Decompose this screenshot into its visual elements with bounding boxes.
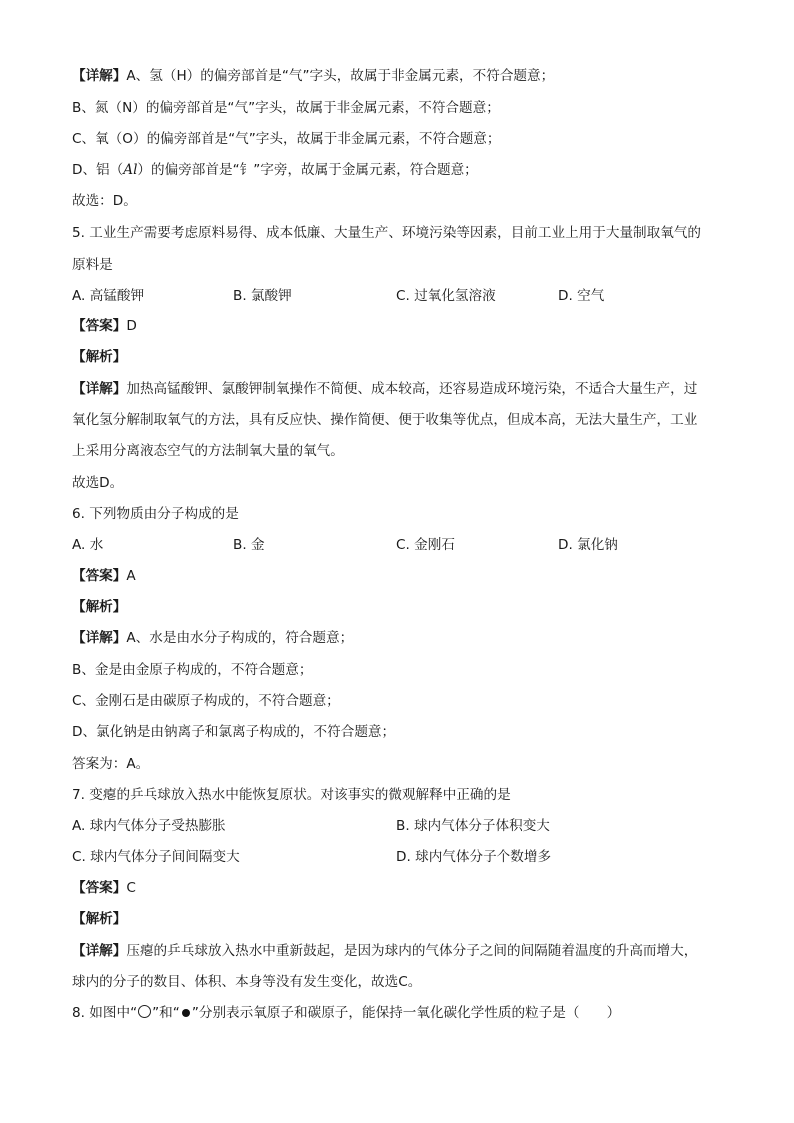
- q8-stem: [72, 1003, 620, 1023]
- q7-detail-line1: [72, 941, 697, 961]
- q5-stem-line1: 5. 工业生产需要考虑原料易得、成本低廉、大量生产、环境污染等因素，目前工业上用于大量制取氧气的: [72, 225, 702, 241]
- q7-option-d: D. 球内气体分子个数增多: [396, 849, 552, 865]
- q6-answer-value: A: [126, 568, 136, 584]
- q5-option-d: D. 空气: [558, 288, 605, 304]
- aluminum-symbol: Al: [123, 162, 138, 178]
- q5-option-a: A. 高锰酸钾: [72, 288, 145, 304]
- q6-detail-line-b: B、金是由金原子构成的，不符合题意；: [72, 662, 313, 678]
- detail-tag: 【详解】: [72, 381, 127, 397]
- q7-detail-line2: 球内的分子的数目、体积、本身等没有发生变化，故选C。: [72, 974, 422, 990]
- q6-detail-line1: [72, 628, 353, 648]
- q7-stem: 7. 变瘪的乒乓球放入热水中能恢复原状。对该事实的微观解释中正确的是: [72, 787, 511, 803]
- q6-option-b: B. 金: [233, 537, 265, 553]
- q5-option-b: B. 氯酸钾: [233, 288, 292, 304]
- carbon-atom-dot-icon: [182, 1009, 190, 1017]
- q8-stem-after: ”分别表示氧原子和碳原子，能保持一氧化碳化学性质的粒子是（ ）: [191, 1005, 621, 1021]
- q6-option-d: D. 氯化钠: [558, 537, 618, 553]
- q6-detail-line-d: D、氯化钠是由钠离子和氯离子构成的，不符合题意；: [72, 724, 396, 740]
- q6-stem: 6. 下列物质由分子构成的是: [72, 506, 239, 522]
- q5-detail-line3: 上采用分离液态空气的方法制氧大量的氧气。: [72, 443, 344, 459]
- q7-analysis-tag: 【解析】: [72, 911, 127, 927]
- q5-detail-line2: 氧化氢分解制取氧气的方法，具有反应快、操作简便、便于收集等优点，但成本高，无法大量生产，工业: [72, 412, 698, 428]
- q5-detail-line1: [72, 379, 697, 399]
- detail-tag: 【详解】: [72, 943, 127, 959]
- oxygen-atom-circle-icon: [138, 1005, 151, 1018]
- q5-choice: 故选D。: [72, 475, 124, 491]
- q5-analysis-tag: 【解析】: [72, 349, 127, 365]
- q7-option-c: C. 球内气体分子间间隔变大: [72, 849, 240, 865]
- q4-choice: 故选：D。: [72, 193, 137, 209]
- q6-answer: [72, 566, 136, 586]
- q5-answer: [72, 316, 137, 336]
- q7-option-b: B. 球内气体分子体积变大: [396, 818, 550, 834]
- q5-option-c: C. 过氧化氢溶液: [396, 288, 496, 304]
- q6-analysis-tag: 【解析】: [72, 599, 127, 615]
- q5-stem-line2: 原料是: [72, 257, 113, 273]
- q4-detail-line-d: [72, 160, 478, 180]
- q4-line-d-before: D、铝（: [72, 162, 124, 178]
- q4-detail-line-c: C、氧（O）的偏旁部首是“气”字头，故属于非金属元素，不符合题意；: [72, 131, 501, 147]
- q7-detail-text1: 压瘪的乒乓球放入热水中重新鼓起，是因为球内的气体分子之间的间隔随着温度的升高而增大，: [126, 943, 698, 959]
- q4-detail-line-a: [72, 66, 554, 86]
- q7-answer: [72, 878, 136, 898]
- q5-answer-value: D: [126, 318, 137, 334]
- answer-tag: 【答案】: [72, 568, 127, 584]
- q6-choice: 答案为：A。: [72, 756, 150, 772]
- q6-option-a: A. 水: [72, 537, 104, 553]
- q4-detail-line-b: B、氮（N）的偏旁部首是“气”字头，故属于非金属元素，不符合题意；: [72, 100, 500, 116]
- detail-tag: 【详解】: [72, 630, 127, 646]
- q8-stem-before: 8. 如图中“: [72, 1005, 138, 1021]
- answer-tag: 【答案】: [72, 318, 127, 334]
- q4-line-d-after: ）的偏旁部首是“钅”字旁，故属于金属元素，符合题意；: [137, 162, 478, 178]
- q4-detail-text-a: A、氢（H）的偏旁部首是“气”字头，故属于非金属元素，不符合题意；: [126, 68, 555, 84]
- answer-tag: 【答案】: [72, 880, 127, 896]
- q7-option-a: A. 球内气体分子受热膨胀: [72, 818, 226, 834]
- q7-answer-value: C: [126, 880, 136, 896]
- q6-detail-line-c: C、金刚石是由碳原子构成的，不符合题意；: [72, 693, 340, 709]
- q8-stem-mid: ”和“: [152, 1005, 180, 1021]
- q6-detail-text1: A、水是由水分子构成的，符合题意；: [126, 630, 354, 646]
- q6-option-c: C. 金刚石: [396, 537, 455, 553]
- detail-tag: 【详解】: [72, 68, 127, 84]
- q5-detail-text1: 加热高锰酸钾、氯酸钾制氧操作不简便、成本较高，还容易造成环境污染，不适合大量生产，过: [126, 381, 698, 397]
